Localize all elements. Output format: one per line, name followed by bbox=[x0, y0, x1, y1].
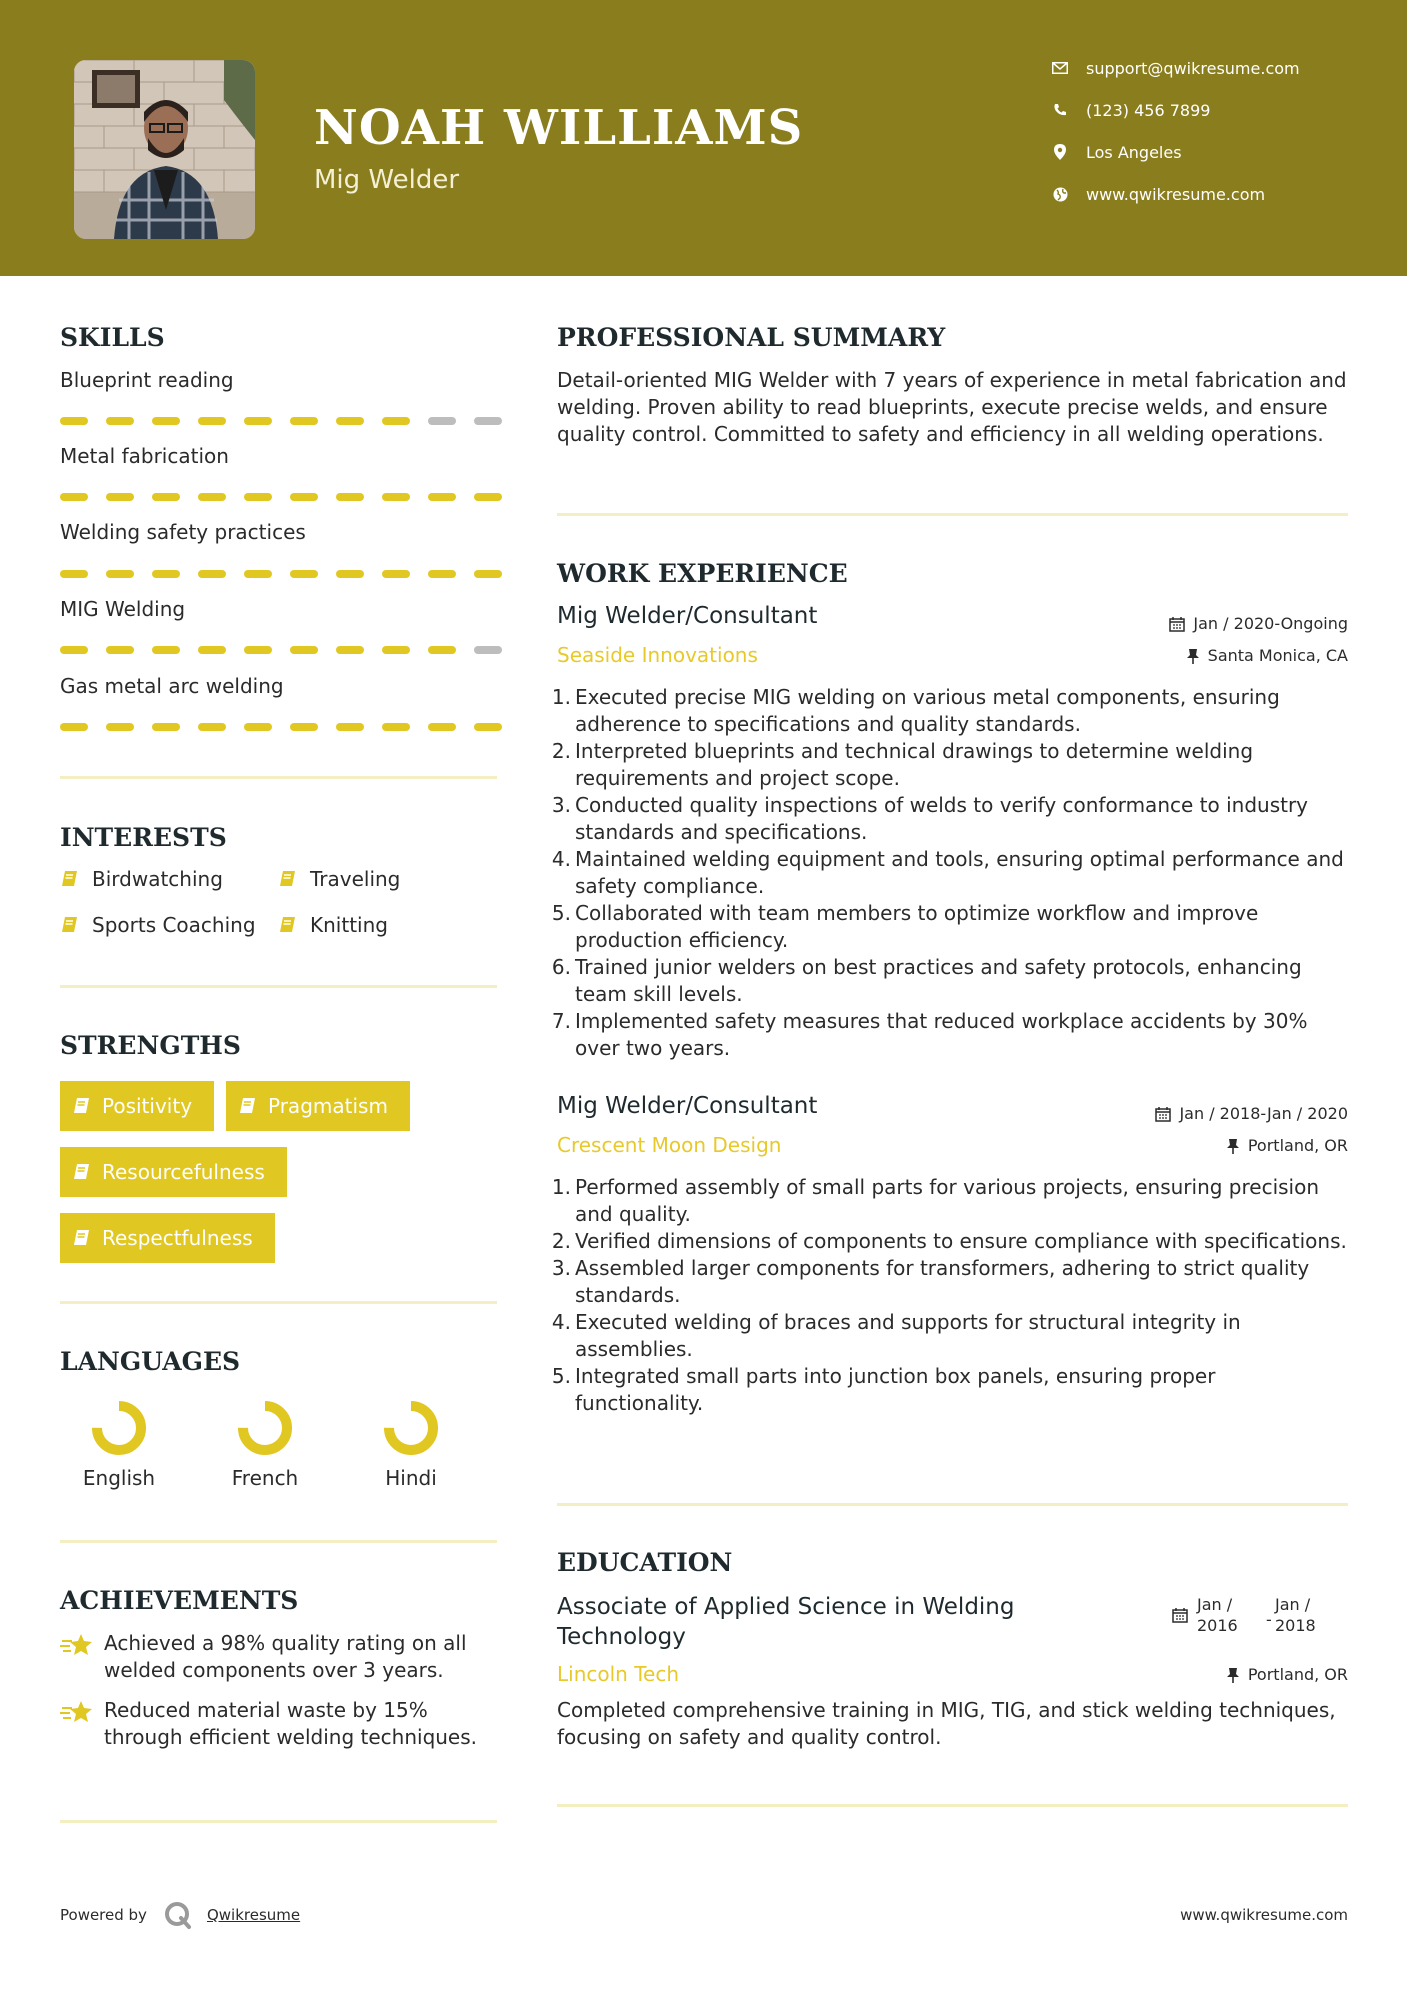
skill-segment-filled bbox=[336, 646, 364, 654]
language-level-ring bbox=[235, 1398, 295, 1458]
skill-segment-empty bbox=[428, 417, 456, 425]
header-banner bbox=[0, 0, 1407, 276]
section-divider bbox=[60, 776, 497, 779]
language-level-ring bbox=[381, 1398, 441, 1458]
skill-segment-filled bbox=[290, 723, 318, 731]
job-bullet: 2. Verified dimensions of components to ensure compliance with specifications. bbox=[551, 1229, 1347, 1253]
contact-phone-text: (123) 456 7899 bbox=[1086, 100, 1211, 120]
education-location bbox=[1226, 1665, 1348, 1684]
skill-label: MIG Welding bbox=[60, 597, 186, 621]
school-name: Lincoln Tech bbox=[557, 1662, 679, 1686]
skill-segment-filled bbox=[198, 646, 226, 654]
achievement-item bbox=[60, 1630, 500, 1684]
job-title: Mig Welder/Consultant bbox=[557, 1093, 818, 1119]
interest-label: Birdwatching bbox=[92, 867, 223, 891]
book-icon bbox=[72, 1228, 92, 1248]
summary-text: Detail-oriented MIG Welder with 7 years of experience in metal fabrication and welding. Proven ability to read blueprints, execute precise welds, and ensure quality control. Committed to safety and efficiency in all welding operations. bbox=[557, 368, 1347, 446]
skill-segment-filled bbox=[106, 646, 134, 654]
language-item bbox=[361, 1398, 461, 1490]
interest-label: Knitting bbox=[310, 913, 388, 937]
strength-label: Resourcefulness bbox=[102, 1160, 265, 1184]
job-bullet: 5. Collaborated with team members to optimize workflow and improve production efficiency. bbox=[551, 901, 1259, 952]
calendar-icon bbox=[1172, 1607, 1188, 1627]
contact-location bbox=[1050, 142, 1182, 162]
job-title: Mig Welder/Consultant bbox=[557, 603, 818, 629]
education-date-dash: - bbox=[1266, 1610, 1272, 1629]
skill-segment-filled bbox=[382, 570, 410, 578]
skill-segment-filled bbox=[244, 417, 272, 425]
skill-segment-filled bbox=[152, 646, 180, 654]
skill-bar bbox=[60, 646, 502, 654]
book-icon bbox=[238, 1096, 258, 1116]
job-bullet: 1. Executed precise MIG welding on various metal components, ensuring adherence to specifications and quality standards. bbox=[551, 685, 1280, 736]
skill-segment-filled bbox=[60, 417, 88, 425]
achievement-text: Reduced material waste by 15% through efficient welding techniques. bbox=[104, 1698, 478, 1749]
skill-segment-filled bbox=[474, 570, 502, 578]
skill-segment-filled bbox=[60, 723, 88, 731]
job-location-text: Portland, OR bbox=[1247, 1136, 1348, 1155]
job-bullet-list bbox=[550, 1174, 1350, 1417]
interest-label: Traveling bbox=[310, 867, 401, 891]
job-bullet: 6. Trained junior welders on best practices and safety protocols, enhancing team skill levels. bbox=[551, 955, 1302, 1006]
language-item bbox=[69, 1398, 169, 1490]
education-start-date bbox=[1197, 1594, 1238, 1636]
languages-heading: LANGUAGES bbox=[60, 1347, 241, 1376]
job-location bbox=[1186, 646, 1348, 665]
skill-segment-empty bbox=[474, 417, 502, 425]
skill-segment-filled bbox=[428, 493, 456, 501]
skill-segment-filled bbox=[428, 723, 456, 731]
section-divider bbox=[60, 1820, 497, 1823]
skill-segment-filled bbox=[106, 723, 134, 731]
job-dates bbox=[1155, 1104, 1348, 1123]
powered-by-text: Powered by bbox=[60, 1906, 147, 1924]
education-start-month: Jan / bbox=[1197, 1595, 1233, 1614]
skill-segment-filled bbox=[244, 646, 272, 654]
skill-segment-filled bbox=[336, 570, 364, 578]
job-bullet: 2. Interpreted blueprints and technical drawings to determine welding requirements and project scope. bbox=[551, 739, 1254, 790]
job-bullet: 4. Executed welding of braces and supports for structural integrity in assemblies. bbox=[551, 1310, 1241, 1361]
star-icon bbox=[60, 1632, 104, 1684]
skill-bar bbox=[60, 493, 502, 501]
section-divider bbox=[557, 1503, 1348, 1506]
brand-link[interactable]: Qwikresume bbox=[206, 1906, 301, 1924]
contact-website[interactable] bbox=[1050, 184, 1265, 204]
phone-icon bbox=[1050, 100, 1070, 120]
achievement-item bbox=[60, 1697, 500, 1751]
skill-segment-filled bbox=[290, 493, 318, 501]
skill-bar bbox=[60, 723, 502, 731]
pushpin-icon bbox=[1226, 1667, 1240, 1683]
strengths-heading: STRENGTHS bbox=[60, 1031, 241, 1060]
strength-chip bbox=[60, 1213, 275, 1263]
skill-segment-filled bbox=[336, 723, 364, 731]
company-name: Seaside Innovations bbox=[557, 643, 758, 667]
skill-segment-filled bbox=[60, 570, 88, 578]
skill-segment-filled bbox=[152, 417, 180, 425]
language-name: English bbox=[82, 1466, 156, 1490]
language-name: Hindi bbox=[385, 1466, 437, 1490]
footer-powered-by bbox=[60, 1900, 300, 1930]
skill-segment-filled bbox=[428, 646, 456, 654]
section-divider bbox=[60, 1301, 497, 1304]
interest-item bbox=[60, 913, 256, 937]
skill-segment-filled bbox=[106, 493, 134, 501]
job-bullet: 1. Performed assembly of small parts for various projects, ensuring precision and quality. bbox=[551, 1175, 1320, 1226]
job-bullet: 5. Integrated small parts into junction box panels, ensuring proper functionality. bbox=[551, 1364, 1216, 1415]
candidate-role: Mig Welder bbox=[314, 165, 460, 195]
education-location-text: Portland, OR bbox=[1247, 1665, 1348, 1684]
skill-label: Welding safety practices bbox=[60, 520, 306, 544]
education-description: Completed comprehensive training in MIG, TIG, and stick welding techniques, focusing on safety and quality control. bbox=[557, 1698, 1336, 1749]
skill-segment-filled bbox=[290, 417, 318, 425]
book-icon bbox=[278, 915, 298, 935]
book-icon bbox=[278, 869, 298, 889]
contact-website-text: www.qwikresume.com bbox=[1086, 184, 1266, 204]
achievements-heading: ACHIEVEMENTS bbox=[60, 1586, 299, 1615]
job-dates-text: Jan / 2020-Ongoing bbox=[1193, 614, 1348, 633]
globe-icon bbox=[1050, 184, 1070, 204]
skill-segment-filled bbox=[198, 723, 226, 731]
interest-label: Sports Coaching bbox=[92, 913, 256, 937]
footer-website[interactable]: www.qwikresume.com bbox=[1180, 1906, 1348, 1924]
envelope-icon bbox=[1050, 58, 1070, 78]
book-icon bbox=[72, 1096, 92, 1116]
interest-item bbox=[278, 867, 400, 891]
interests-heading: INTERESTS bbox=[60, 823, 227, 852]
education-start-year: 2016 bbox=[1197, 1616, 1238, 1635]
skill-segment-filled bbox=[244, 570, 272, 578]
job-location bbox=[1226, 1136, 1348, 1155]
education-end-month: Jan / bbox=[1275, 1595, 1311, 1614]
skill-segment-filled bbox=[198, 417, 226, 425]
profile-photo bbox=[74, 60, 255, 239]
strength-label: Positivity bbox=[102, 1094, 193, 1118]
contact-email[interactable] bbox=[1050, 58, 1300, 78]
job-bullet: 3. Conducted quality inspections of welds to verify conformance to industry standards and specifications. bbox=[551, 793, 1309, 844]
language-item bbox=[215, 1398, 315, 1490]
work-heading: WORK EXPERIENCE bbox=[557, 559, 848, 588]
skill-segment-filled bbox=[60, 493, 88, 501]
education-end-date bbox=[1275, 1594, 1316, 1636]
contact-email-text: support@qwikresume.com bbox=[1086, 58, 1300, 78]
book-icon bbox=[60, 869, 80, 889]
skill-segment-filled bbox=[152, 493, 180, 501]
book-icon bbox=[72, 1162, 92, 1182]
strength-chip bbox=[60, 1081, 214, 1131]
job-dates-text: Jan / 2018-Jan / 2020 bbox=[1179, 1104, 1348, 1123]
skill-segment-filled bbox=[60, 646, 88, 654]
job-location-text: Santa Monica, CA bbox=[1207, 646, 1348, 665]
strength-chip bbox=[226, 1081, 410, 1131]
job-dates bbox=[1169, 614, 1348, 633]
section-divider bbox=[557, 513, 1348, 516]
section-divider bbox=[60, 985, 497, 988]
skill-segment-filled bbox=[336, 493, 364, 501]
degree-title: Associate of Applied Science in Welding Technology bbox=[557, 1594, 1015, 1650]
section-divider bbox=[557, 1804, 1348, 1807]
strength-label: Pragmatism bbox=[268, 1094, 388, 1118]
summary-heading: PROFESSIONAL SUMMARY bbox=[557, 323, 946, 352]
calendar-icon bbox=[1169, 616, 1185, 632]
skill-segment-filled bbox=[382, 493, 410, 501]
skill-segment-empty bbox=[474, 646, 502, 654]
strength-label: Respectfulness bbox=[102, 1226, 253, 1250]
skill-segment-filled bbox=[106, 417, 134, 425]
skill-segment-filled bbox=[244, 493, 272, 501]
education-end-year: 2018 bbox=[1275, 1616, 1316, 1635]
skill-segment-filled bbox=[244, 723, 272, 731]
skill-segment-filled bbox=[428, 570, 456, 578]
skill-segment-filled bbox=[336, 417, 364, 425]
location-pin-icon bbox=[1050, 142, 1070, 162]
candidate-name: NOAH WILLIAMS bbox=[314, 100, 804, 156]
skill-label: Gas metal arc welding bbox=[60, 674, 284, 698]
skill-label: Metal fabrication bbox=[60, 444, 229, 468]
calendar-icon bbox=[1155, 1106, 1171, 1122]
skills-heading: SKILLS bbox=[60, 323, 165, 352]
skill-segment-filled bbox=[382, 723, 410, 731]
company-name: Crescent Moon Design bbox=[557, 1133, 782, 1157]
section-divider bbox=[60, 1540, 497, 1543]
skill-segment-filled bbox=[290, 570, 318, 578]
skill-segment-filled bbox=[198, 570, 226, 578]
job-bullet-list bbox=[550, 684, 1350, 1062]
skill-segment-filled bbox=[152, 570, 180, 578]
education-heading: EDUCATION bbox=[557, 1548, 733, 1577]
skill-bar bbox=[60, 417, 502, 425]
qwikresume-logo-icon bbox=[163, 1900, 193, 1930]
book-icon bbox=[60, 915, 80, 935]
job-bullet: 4. Maintained welding equipment and tools, ensuring optimal performance and safety compliance. bbox=[551, 847, 1344, 898]
language-level-ring bbox=[89, 1398, 149, 1458]
pushpin-icon bbox=[1226, 1138, 1240, 1154]
skill-label: Blueprint reading bbox=[60, 368, 234, 392]
interest-item bbox=[60, 867, 223, 891]
achievement-text: Achieved a 98% quality rating on all welded components over 3 years. bbox=[104, 1631, 467, 1682]
language-name: French bbox=[231, 1466, 299, 1490]
skill-segment-filled bbox=[290, 646, 318, 654]
skill-segment-filled bbox=[382, 417, 410, 425]
job-bullet: 3. Assembled larger components for transformers, adhering to strict quality standards. bbox=[551, 1256, 1310, 1307]
skill-segment-filled bbox=[474, 723, 502, 731]
contact-phone[interactable] bbox=[1050, 100, 1210, 120]
interest-item bbox=[278, 913, 388, 937]
skill-bar bbox=[60, 570, 502, 578]
star-icon bbox=[60, 1699, 104, 1751]
skill-segment-filled bbox=[474, 493, 502, 501]
job-bullet: 7. Implemented safety measures that reduced workplace accidents by 30% over two years. bbox=[551, 1009, 1308, 1060]
skill-segment-filled bbox=[198, 493, 226, 501]
skill-segment-filled bbox=[106, 570, 134, 578]
skill-segment-filled bbox=[152, 723, 180, 731]
contact-location-text: Los Angeles bbox=[1086, 142, 1182, 162]
strength-chip bbox=[60, 1147, 287, 1197]
skill-segment-filled bbox=[382, 646, 410, 654]
pushpin-icon bbox=[1186, 648, 1200, 664]
